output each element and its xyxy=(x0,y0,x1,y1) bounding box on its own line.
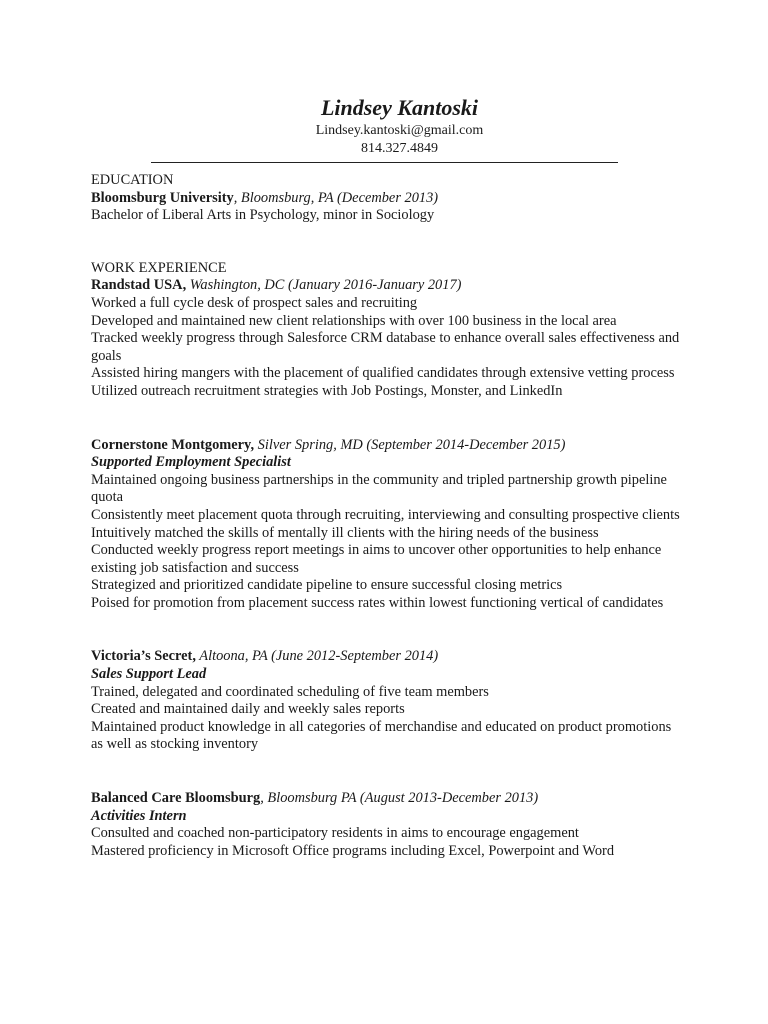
job-entry xyxy=(91,277,708,400)
job-location-dates: Washington, DC (January 2016-January 2017) xyxy=(186,277,462,294)
candidate-name: Lindsey Kantoski xyxy=(320,95,479,120)
job-duty: Maintained product knowledge in all categories of merchandise and educated on product promotions as well as stocking inventory xyxy=(91,718,672,753)
job-duty: Conducted weekly progress report meetings in aims to uncover other opportunities to help enhance existing job satisfaction and success xyxy=(91,542,662,576)
job-duty: Consulted and coached non-participatory residents in aims to encourage engagement xyxy=(91,825,579,842)
job-title: Supported Employment Specialist xyxy=(91,454,291,471)
job-location-dates: , Bloomsburg PA (August 2013-December 2013) xyxy=(260,790,539,807)
resume-content xyxy=(91,172,708,860)
degree-text: Bachelor of Liberal Arts in Psychology, minor in Sociology xyxy=(91,207,435,224)
job-duty: Developed and maintained new client relationships with over 100 business in the local area xyxy=(91,312,617,329)
job-duty: Assisted hiring mangers with the placement of qualified candidates through extensive vetting process xyxy=(91,365,675,382)
education-entry xyxy=(91,190,708,208)
job-duty: Created and maintained daily and weekly sales reports xyxy=(91,701,405,718)
job-header xyxy=(91,437,708,455)
job-header xyxy=(91,277,708,295)
job-duty: Worked a full cycle desk of prospect sales and recruiting xyxy=(91,294,418,311)
school-details: , Bloomsburg, PA (December 2013) xyxy=(233,189,439,206)
job-location-dates: Silver Spring, MD (September 2014-December 2015) xyxy=(254,436,566,453)
job-duty: Trained, delegated and coordinated scheduling of five team members xyxy=(91,683,489,700)
job-duty: Poised for promotion from placement success rates within lowest functioning vertical of candidates xyxy=(91,594,664,611)
job-entry xyxy=(91,437,708,613)
school-name: Bloomsburg University xyxy=(91,189,234,206)
employer-name: Victoria’s Secret, xyxy=(91,648,196,665)
education-heading: EDUCATION xyxy=(91,172,174,188)
employer-name: Balanced Care Bloomsburg xyxy=(91,790,261,807)
job-duty: Intuitively matched the skills of mentally ill clients with the hiring needs of the business xyxy=(91,524,599,541)
job-duty: Tracked weekly progress through Salesforce CRM database to enhance overall sales effectiveness and goals xyxy=(91,330,680,364)
job-duty: Strategized and prioritized candidate pipeline to ensure successful closing metrics xyxy=(91,577,563,594)
phone-text: 814.327.4849 xyxy=(361,141,438,156)
job-duty: Mastered proficiency in Microsoft Office programs including Excel, Powerpoint and Word xyxy=(91,842,615,859)
employer-name: Cornerstone Montgomery, xyxy=(91,436,255,453)
job-entry xyxy=(91,648,708,754)
job-title: Sales Support Lead xyxy=(91,666,207,683)
job-entry xyxy=(91,790,708,860)
resume-header xyxy=(91,94,708,158)
job-location-dates: Altoona, PA (June 2012-September 2014) xyxy=(195,648,439,665)
job-duty: Consistently meet placement quota through recruiting, interviewing and consulting prospective clients xyxy=(91,506,680,523)
email-text: Lindsey.kantoski@gmail.com xyxy=(315,123,484,138)
header-divider xyxy=(151,162,618,163)
job-header xyxy=(91,648,708,666)
job-duty: Utilized outreach recruitment strategies with Job Postings, Monster, and LinkedIn xyxy=(91,382,563,399)
work-heading: WORK EXPERIENCE xyxy=(91,259,227,276)
job-header xyxy=(91,790,708,808)
employer-name: Randstad USA, xyxy=(91,277,187,294)
job-title: Activities Intern xyxy=(91,807,187,824)
job-duty: Maintained ongoing business partnerships in the community and tripled partnership growth pipeline quota xyxy=(91,471,667,506)
